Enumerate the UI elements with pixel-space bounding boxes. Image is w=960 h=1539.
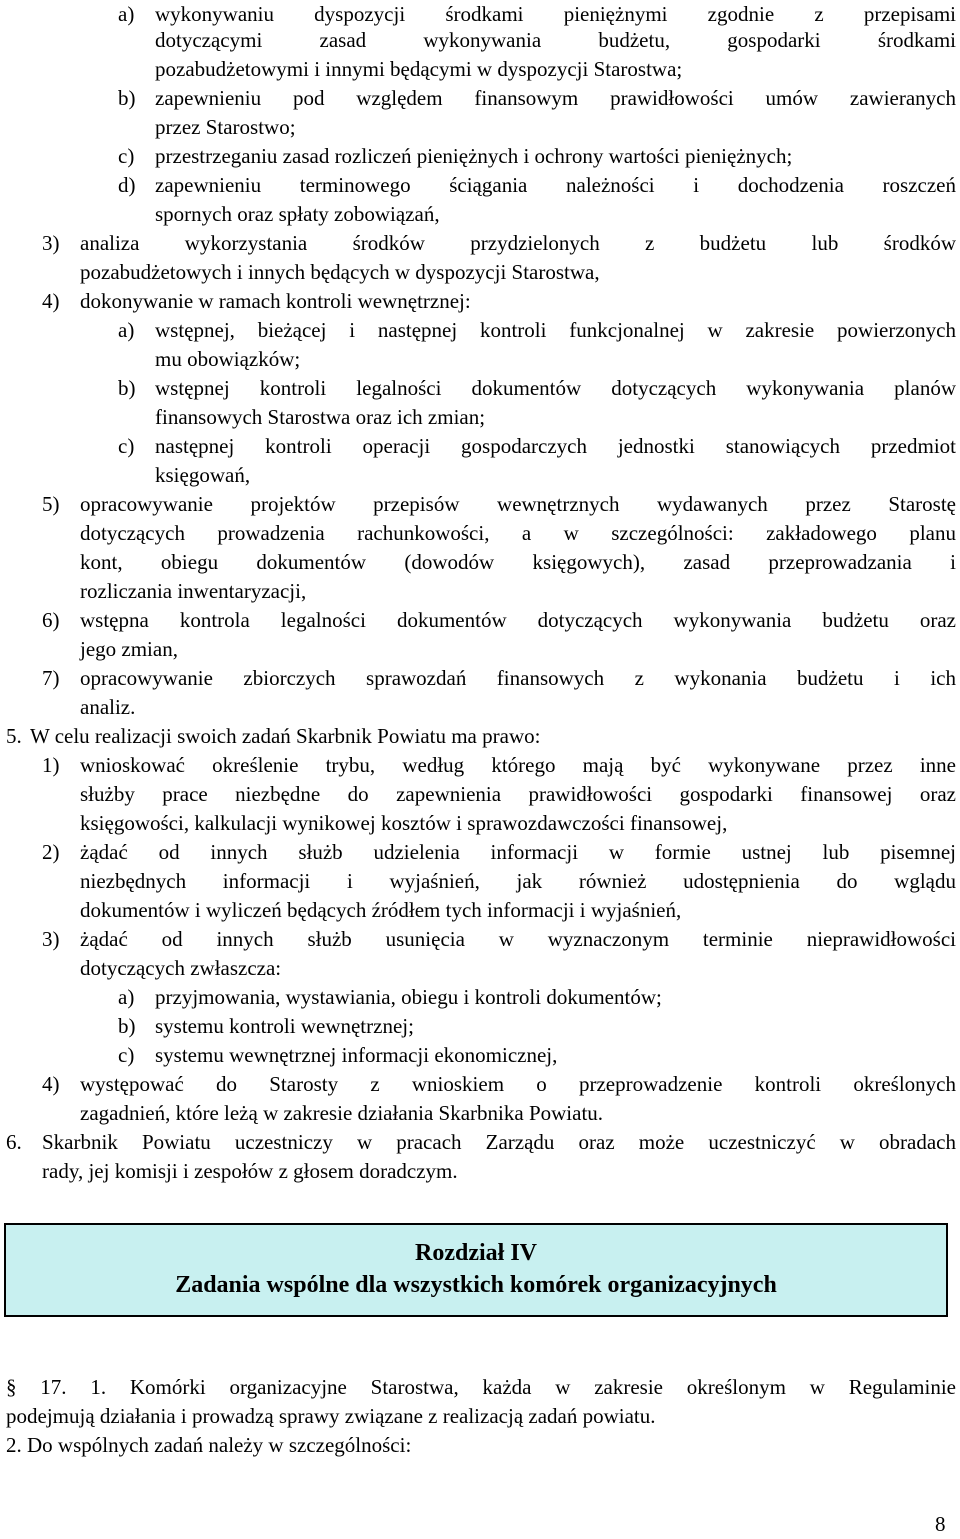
text-line: Skarbnik Powiatu uczestniczy w pracach Zarządu oraz może uczestniczyć w obradach (42, 1130, 956, 1154)
text-line: kont, obiegu dokumentów (dowodów księgowych), zasad przeprowadzania i (80, 550, 956, 574)
text-line: zagadnień, które leżą w zakresie działania Skarbnika Powiatu. (80, 1101, 604, 1125)
text-line: występować do Starosty z wnioskiem o przeprowadzenie kontroli określonych (80, 1072, 956, 1096)
text-line: analiz. (80, 695, 136, 719)
list-marker: a) (118, 2, 135, 26)
list-marker: b) (118, 1014, 136, 1038)
text-line: wnioskować określenie trybu, według którego mają być wykonywane przez inne (80, 753, 956, 777)
text-line: wstępnej kontroli legalności dokumentów dotyczących wykonywania planów (155, 376, 956, 400)
list-marker: a) (118, 985, 135, 1009)
chapter-title: Rozdział IV (415, 1240, 537, 1266)
list-marker: b) (118, 376, 136, 400)
text-line: systemu wewnętrznej informacji ekonomicznej, (155, 1043, 558, 1067)
text-line: wstępna kontrola legalności dokumentów dotyczących wykonywania budżetu oraz (80, 608, 956, 632)
text-line: pozabudżetowymi i innymi będącymi w dyspozycji Starostwa; (155, 57, 683, 81)
text-line: przestrzeganiu zasad rozliczeń pieniężnych i ochrony wartości pieniężnych; (155, 144, 793, 168)
text-line: księgowań, (155, 463, 251, 487)
chapter-heading-box (4, 1223, 948, 1317)
text-line: jego zmian, (80, 637, 178, 661)
list-marker: 3) (42, 927, 60, 951)
page-number: 8 (935, 1512, 946, 1536)
list-marker: c) (118, 434, 135, 458)
list-marker: 1) (42, 753, 60, 777)
list-marker: c) (118, 144, 135, 168)
text-line: pozabudżetowych i innych będących w dyspozycji Starostwa, (80, 260, 600, 284)
list-marker: d) (118, 173, 136, 197)
list-marker: 6) (42, 608, 60, 632)
text-line: opracowywanie projektów przepisów wewnętrznych wydawanych przez Starostę (80, 492, 956, 516)
text-line: służby prace niezbędne do zapewnienia prawidłowości gospodarki finansowej oraz (80, 782, 956, 806)
chapter-subtitle: Zadania wspólne dla wszystkich komórek organizacyjnych (175, 1272, 777, 1298)
text-line: następnej kontroli operacji gospodarczych jednostki stanowiących przedmiot (155, 434, 956, 458)
text-line: żądać od innych służb udzielenia informacji w formie ustnej lub pisemnej (80, 840, 956, 864)
text-line: dokonywanie w ramach kontroli wewnętrznej: (80, 289, 471, 313)
list-marker: 5. (6, 724, 22, 748)
list-marker: 6. (6, 1130, 22, 1154)
list-marker: 4) (42, 289, 60, 313)
text-line: rady, jej komisji i zespołów z głosem doradczym. (42, 1159, 458, 1183)
text-line: przyjmowania, wystawiania, obiegu i kontroli dokumentów; (155, 985, 662, 1009)
text-line: dotyczących prowadzenia rachunkowości, a w szczególności: zakładowego planu (80, 521, 956, 545)
list-marker: c) (118, 1043, 135, 1067)
text-line: zapewnieniu pod względem finansowym prawidłowości umów zawieranych (155, 86, 956, 110)
text-line: żądać od innych służb usunięcia w wyznaczonym terminie nieprawidłowości (80, 927, 956, 951)
list-marker: 2) (42, 840, 60, 864)
section-17-paragraph-line-2: podejmują działania i prowadzą sprawy związane z realizacją zadań powiatu. (6, 1404, 656, 1428)
text-line: mu obowiązków; (155, 347, 301, 371)
section-17-paragraph-line-1: § 17. 1. Komórki organizacyjne Starostwa, każda w zakresie określonym w Regulaminie (6, 1375, 956, 1399)
text-line: niezbędnych informacji i wyjaśnień, jak również udostępnienia do wglądu (80, 869, 956, 893)
text-line: wykonywaniu dyspozycji środkami pieniężnymi zgodnie z przepisami (155, 2, 956, 26)
text-line: rozliczania inwentaryzacji, (80, 579, 307, 603)
list-marker: 5) (42, 492, 60, 516)
text-line: przez Starostwo; (155, 115, 296, 139)
text-line: systemu kontroli wewnętrznej; (155, 1014, 414, 1038)
text-line: analiza wykorzystania środków przydzielonych z budżetu lub środków (80, 231, 956, 255)
text-line: opracowywanie zbiorczych sprawozdań finansowych z wykonania budżetu i ich (80, 666, 956, 690)
text-line: wstępnej, bieżącej i następnej kontroli funkcjonalnej w zakresie powierzonych (155, 318, 956, 342)
text-line: dotyczących zwłaszcza: (80, 956, 282, 980)
text-line: dotyczącymi zasad wykonywania budżetu, gospodarki środkami (155, 28, 956, 52)
text-line: księgowości, kalkulacji wynikowej kosztów i sprawozdawczości finansowej, (80, 811, 728, 835)
list-marker: 7) (42, 666, 60, 690)
list-marker: 3) (42, 231, 60, 255)
list-marker: a) (118, 318, 135, 342)
text-line: finansowych Starostwa oraz ich zmian; (155, 405, 486, 429)
text-line: W celu realizacji swoich zadań Skarbnik Powiatu ma prawo: (30, 724, 541, 748)
list-marker: b) (118, 86, 136, 110)
text-line: zapewnieniu terminowego ściągania należności i dochodzenia roszczeń (155, 173, 956, 197)
list-marker: 4) (42, 1072, 60, 1096)
text-line: dokumentów i wyliczeń będących źródłem tych informacji i wyjaśnień, (80, 898, 682, 922)
section-17-paragraph-line-3: 2. Do wspólnych zadań należy w szczególności: (6, 1433, 412, 1457)
text-line: spornych oraz spłaty zobowiązań, (155, 202, 440, 226)
